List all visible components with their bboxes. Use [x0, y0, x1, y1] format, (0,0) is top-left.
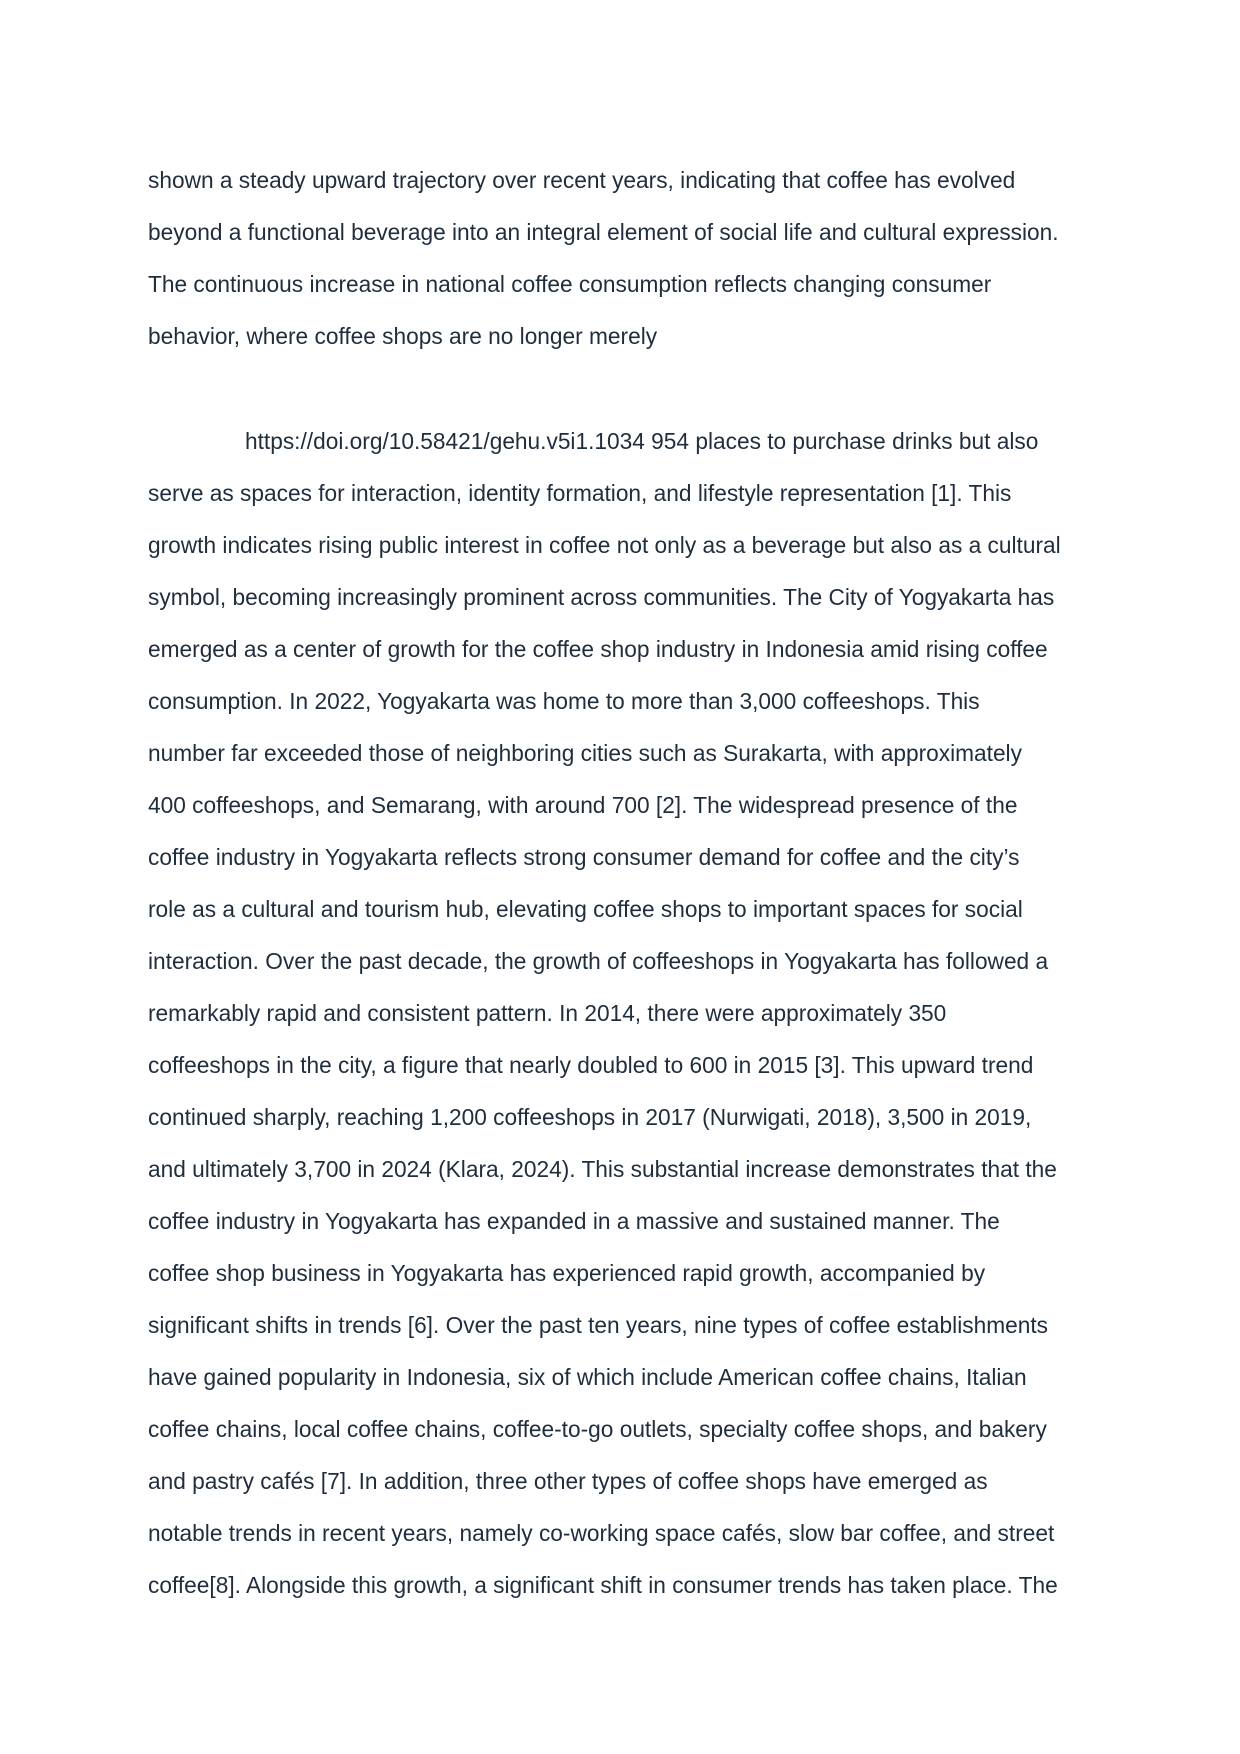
- text-line: coffeeshops in the city, a figure that nearly doubled to 600 in 2015 [3]. This upward trend: [148, 1052, 1034, 1078]
- text-line: coffee chains, local coffee chains, coffee-to-go outlets, specialty coffee shops, and bakery: [148, 1416, 1047, 1442]
- text-line: The continuous increase in national coffee consumption reflects changing consumer: [148, 271, 992, 297]
- text-line: behavior, where coffee shops are no longer merely: [148, 323, 658, 349]
- text-line: and pastry cafés [7]. In addition, three other types of coffee shops have emerged as: [148, 1468, 988, 1494]
- text-line: interaction. Over the past decade, the growth of coffeeshops in Yogyakarta has followed a: [148, 948, 1049, 974]
- text-line: number far exceeded those of neighboring cities such as Surakarta, with approximately: [148, 740, 1022, 766]
- text-line: 400 coffeeshops, and Semarang, with around 700 [2]. The widespread presence of the: [148, 792, 1018, 818]
- text-line: and ultimately 3,700 in 2024 (Klara, 2024). This substantial increase demonstrates that the: [148, 1156, 1057, 1182]
- text-line: beyond a functional beverage into an integral element of social life and cultural expression.: [148, 219, 1059, 245]
- text-line: shown a steady upward trajectory over recent years, indicating that coffee has evolved: [148, 167, 1016, 193]
- text-line: notable trends in recent years, namely co-working space cafés, slow bar coffee, and street: [148, 1520, 1055, 1546]
- text-line: have gained popularity in Indonesia, six of which include American coffee chains, Italian: [148, 1364, 1027, 1390]
- text-line: emerged as a center of growth for the coffee shop industry in Indonesia amid rising coffee: [148, 636, 1048, 662]
- text-line: symbol, becoming increasingly prominent across communities. The City of Yogyakarta has: [148, 584, 1055, 610]
- doi-line: https://doi.org/10.58421/gehu.v5i1.1034 954 places to purchase drinks but also: [245, 428, 1039, 454]
- text-line: coffee shop business in Yogyakarta has experienced rapid growth, accompanied by: [148, 1260, 986, 1286]
- text-line: serve as spaces for interaction, identity formation, and lifestyle representation [1]. This: [148, 480, 1012, 506]
- text-line: coffee industry in Yogyakarta has expanded in a massive and sustained manner. The: [148, 1208, 1000, 1234]
- text-line: coffee[8]. Alongside this growth, a significant shift in consumer trends has taken place. The: [148, 1572, 1058, 1598]
- text-line: remarkably rapid and consistent pattern. In 2014, there were approximately 350: [148, 1000, 947, 1026]
- text-line: consumption. In 2022, Yogyakarta was home to more than 3,000 coffeeshops. This: [148, 688, 980, 714]
- text-line: role as a cultural and tourism hub, elevating coffee shops to important spaces for social: [148, 896, 1023, 922]
- text-line: continued sharply, reaching 1,200 coffeeshops in 2017 (Nurwigati, 2018), 3,500 in 2019,: [148, 1104, 1032, 1130]
- text-line: coffee industry in Yogyakarta reflects strong consumer demand for coffee and the city’s: [148, 844, 1020, 870]
- text-line: significant shifts in trends [6]. Over the past ten years, nine types of coffee establishments: [148, 1312, 1048, 1338]
- text-line: growth indicates rising public interest in coffee not only as a beverage but also as a cultural: [148, 532, 1061, 558]
